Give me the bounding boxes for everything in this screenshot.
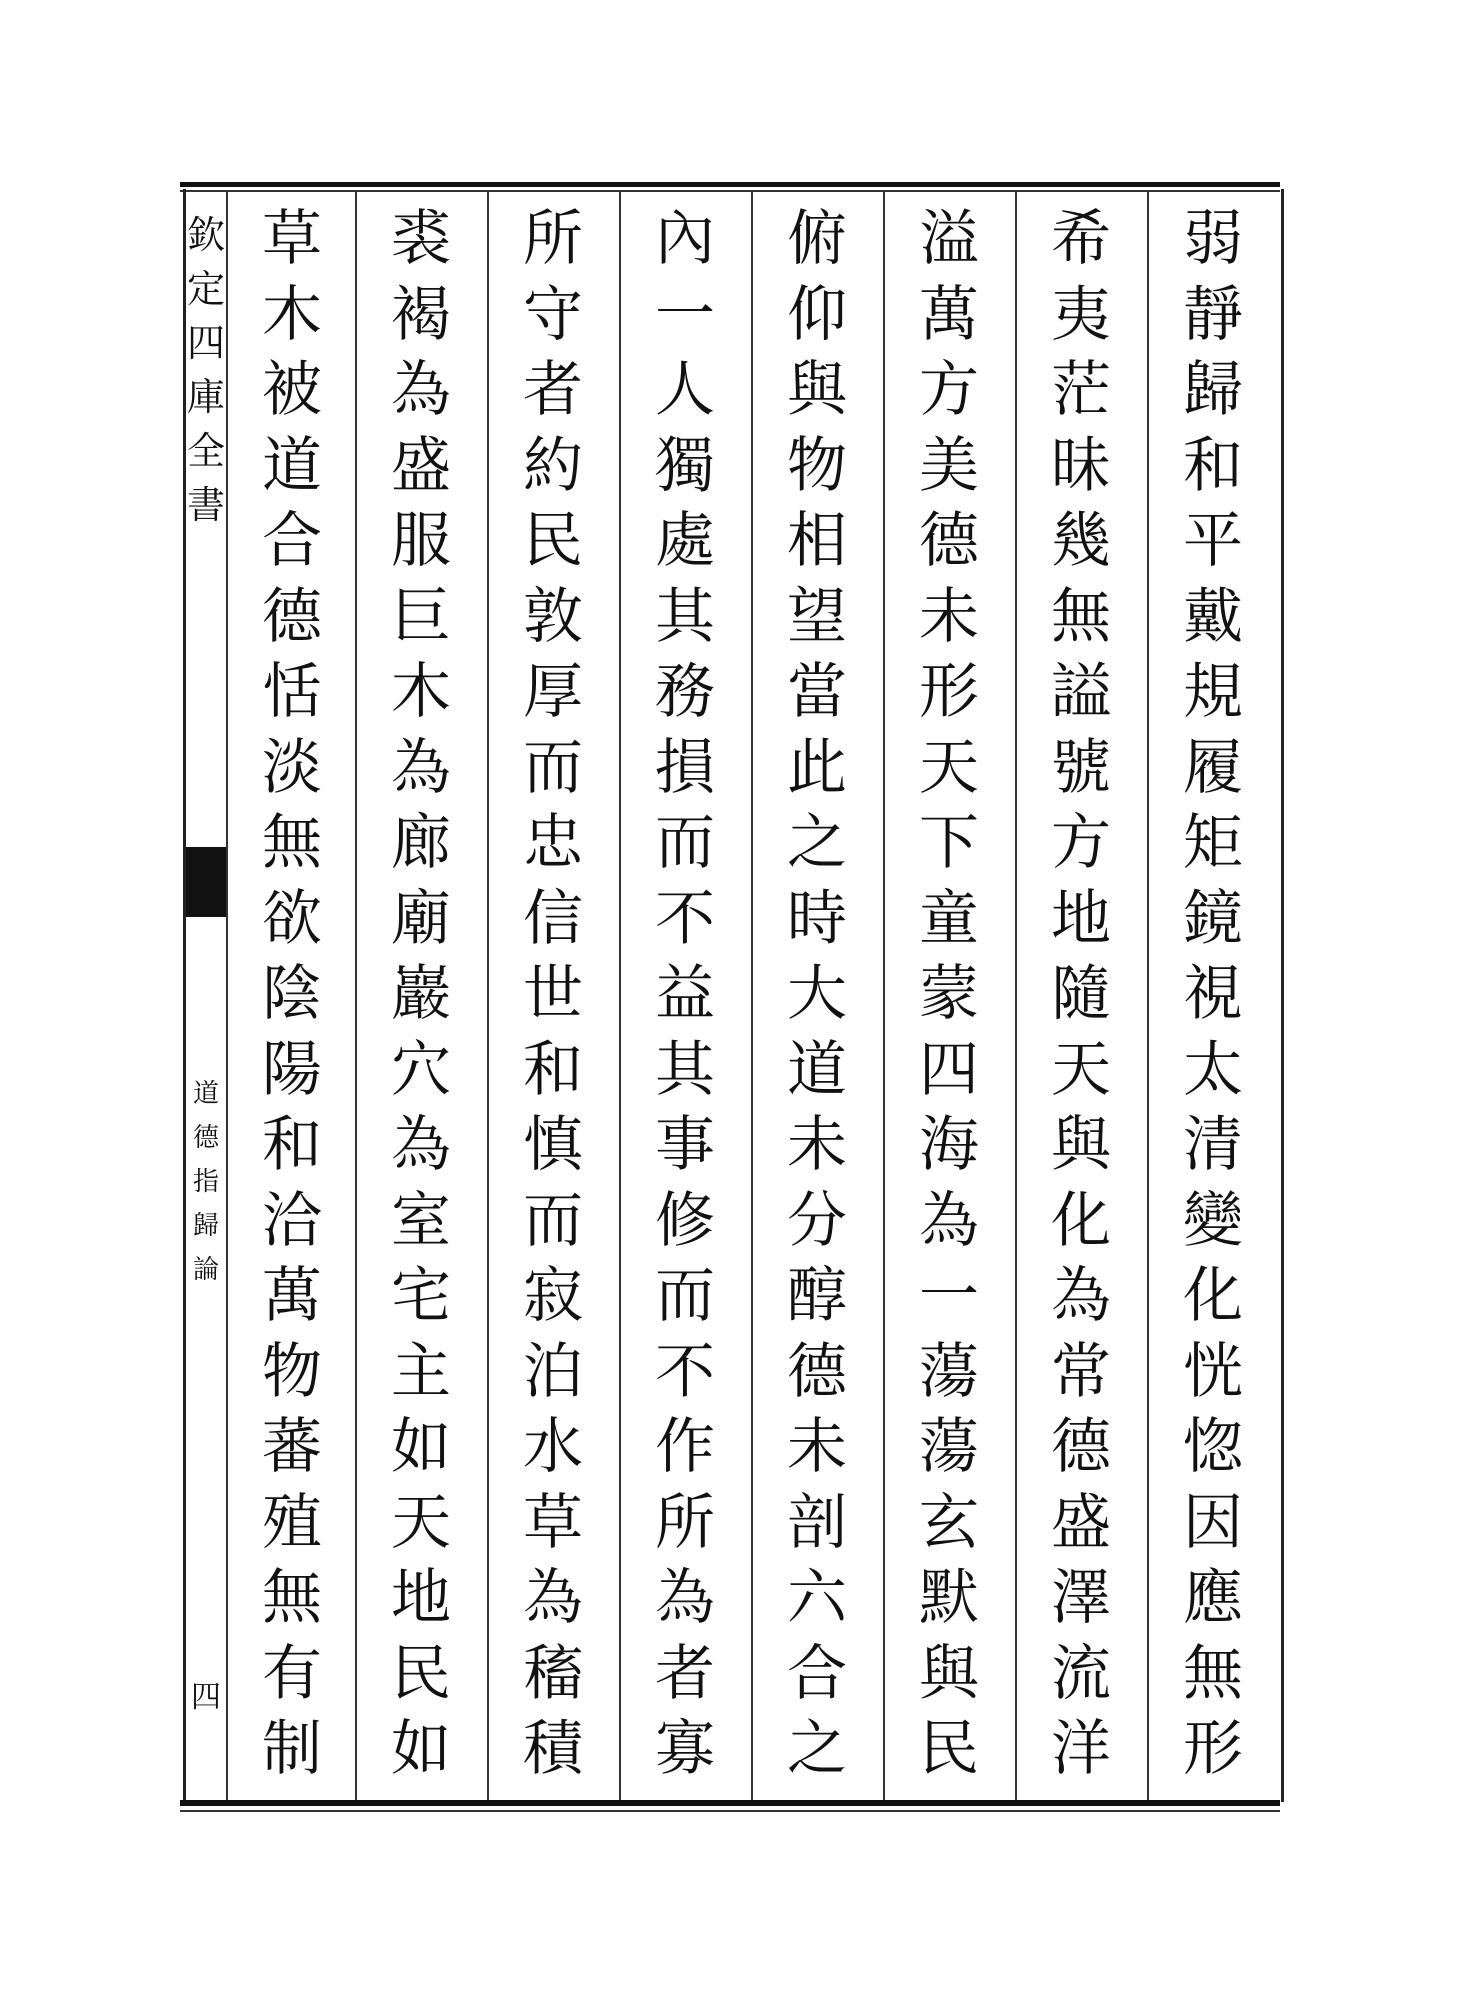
character: 與 (1051, 1110, 1111, 1180)
character: 敦 (523, 581, 583, 652)
character: 而 (523, 1185, 583, 1256)
character: 無 (262, 1563, 322, 1633)
character: 海 (919, 1110, 979, 1180)
character: 弱 (1183, 204, 1243, 274)
character: 制 (262, 1714, 322, 1784)
character: 處 (655, 506, 715, 576)
character: 定 (186, 267, 225, 311)
character: 巨 (391, 581, 451, 652)
page-number: 四 (191, 1680, 221, 1715)
character: 履 (1183, 732, 1243, 803)
text-column-1 (1147, 192, 1277, 1800)
text-column-7 (355, 192, 485, 1800)
text-column-4 (751, 192, 881, 1800)
character: 溢 (919, 204, 979, 274)
collection-title (186, 208, 226, 532)
character: 為 (919, 1185, 979, 1256)
character: 慎 (523, 1110, 583, 1180)
character: 為 (523, 1563, 583, 1633)
character: 相 (787, 506, 847, 576)
character: 益 (655, 959, 715, 1029)
character: 其 (655, 581, 715, 652)
character: 矩 (1183, 808, 1243, 878)
character: 常 (1051, 1336, 1111, 1407)
character: 戴 (1183, 581, 1243, 652)
character: 澤 (1051, 1563, 1111, 1633)
character: 此 (787, 732, 847, 803)
character: 人 (655, 355, 715, 425)
character: 忠 (523, 808, 583, 878)
character: 為 (391, 732, 451, 803)
character: 泊 (523, 1336, 583, 1407)
character: 洋 (1051, 1714, 1111, 1784)
character: 天 (1051, 1034, 1111, 1105)
character: 合 (262, 506, 322, 576)
character: 蒙 (919, 959, 979, 1029)
character: 宅 (391, 1261, 451, 1331)
character: 道 (192, 1079, 219, 1109)
text-column-2 (1015, 192, 1145, 1800)
character: 和 (262, 1110, 322, 1180)
character: 有 (262, 1638, 322, 1709)
character: 褐 (391, 279, 451, 350)
character: 殖 (262, 1487, 322, 1558)
character: 無 (1051, 581, 1111, 652)
character: 俯 (787, 204, 847, 274)
character: 之 (787, 1714, 847, 1784)
character: 天 (391, 1487, 451, 1558)
character: 德 (262, 581, 322, 652)
character: 為 (391, 1110, 451, 1180)
character: 太 (1183, 1034, 1243, 1105)
character: 者 (523, 355, 583, 425)
character: 寡 (655, 1714, 715, 1784)
character: 室 (391, 1185, 451, 1256)
character: 淡 (262, 732, 322, 803)
character: 一 (919, 1261, 979, 1331)
character: 一 (655, 279, 715, 350)
character: 和 (523, 1034, 583, 1105)
character: 平 (1183, 506, 1243, 576)
character: 不 (655, 1336, 715, 1407)
character: 論 (192, 1255, 219, 1285)
character: 民 (391, 1638, 451, 1709)
character: 巖 (391, 959, 451, 1029)
character: 民 (523, 506, 583, 576)
character: 歸 (1183, 355, 1243, 425)
character: 惚 (1183, 1412, 1243, 1482)
character: 草 (262, 204, 322, 274)
character: 隨 (1051, 959, 1111, 1029)
character: 與 (787, 355, 847, 425)
character: 而 (655, 808, 715, 878)
character: 方 (919, 355, 979, 425)
margin-column (186, 192, 228, 1800)
character: 美 (919, 430, 979, 501)
character: 因 (1183, 1487, 1243, 1558)
character: 如 (391, 1412, 451, 1482)
fishtail-block (186, 847, 226, 917)
character: 德 (787, 1336, 847, 1407)
character: 四 (919, 1034, 979, 1105)
character: 全 (186, 429, 225, 473)
character: 六 (787, 1563, 847, 1633)
character: 視 (1183, 959, 1243, 1029)
character: 者 (655, 1638, 715, 1709)
character: 蕩 (919, 1412, 979, 1482)
character: 德 (192, 1123, 219, 1153)
character: 積 (523, 1714, 583, 1784)
text-column-3 (883, 192, 1013, 1800)
character: 醇 (787, 1261, 847, 1331)
character: 望 (787, 581, 847, 652)
character: 道 (787, 1034, 847, 1105)
character: 四 (186, 321, 225, 365)
character: 為 (1051, 1261, 1111, 1331)
character: 被 (262, 355, 322, 425)
character: 洽 (262, 1185, 322, 1256)
character: 欲 (262, 883, 322, 954)
character: 下 (919, 808, 979, 878)
character: 地 (391, 1563, 451, 1633)
character: 內 (655, 204, 715, 274)
character: 道 (262, 430, 322, 501)
character: 指 (192, 1167, 219, 1197)
character: 為 (655, 1563, 715, 1633)
character: 約 (523, 430, 583, 501)
character: 未 (787, 1412, 847, 1482)
character: 德 (919, 506, 979, 576)
character: 不 (655, 883, 715, 954)
character: 守 (523, 279, 583, 350)
character: 天 (919, 732, 979, 803)
text-column-6 (487, 192, 617, 1800)
character: 穴 (391, 1034, 451, 1105)
character: 其 (655, 1034, 715, 1105)
character: 蕃 (262, 1412, 322, 1482)
character: 蕩 (919, 1336, 979, 1407)
character: 方 (1051, 808, 1111, 878)
character: 木 (262, 279, 322, 350)
character: 夷 (1051, 279, 1111, 350)
character: 規 (1183, 657, 1243, 727)
character: 之 (787, 808, 847, 878)
character: 仰 (787, 279, 847, 350)
character: 寂 (523, 1261, 583, 1331)
character: 化 (1051, 1185, 1111, 1256)
character: 形 (1183, 1714, 1243, 1784)
character: 萬 (919, 279, 979, 350)
book-title (186, 1072, 226, 1292)
character: 化 (1183, 1261, 1243, 1331)
character: 默 (919, 1563, 979, 1633)
character: 如 (391, 1714, 451, 1784)
character: 玄 (919, 1487, 979, 1558)
character: 世 (523, 959, 583, 1029)
character: 物 (787, 430, 847, 501)
character: 所 (523, 204, 583, 274)
character: 廊 (391, 808, 451, 878)
character: 大 (787, 959, 847, 1029)
character: 書 (186, 483, 225, 527)
character: 盛 (391, 430, 451, 501)
bottom-border-thin-rule (180, 1810, 1280, 1812)
character: 水 (523, 1412, 583, 1482)
character: 與 (919, 1638, 979, 1709)
character: 恍 (1183, 1336, 1243, 1407)
character: 幾 (1051, 506, 1111, 576)
character: 而 (523, 732, 583, 803)
character: 應 (1183, 1563, 1243, 1633)
character: 德 (1051, 1412, 1111, 1482)
top-border-rule (180, 182, 1280, 187)
character: 萬 (262, 1261, 322, 1331)
character: 謚 (1051, 657, 1111, 727)
character: 茫 (1051, 355, 1111, 425)
character: 而 (655, 1261, 715, 1331)
character: 盛 (1051, 1487, 1111, 1558)
character: 欽 (186, 213, 225, 257)
character: 童 (919, 883, 979, 954)
character: 變 (1183, 1185, 1243, 1256)
character: 主 (391, 1336, 451, 1407)
character: 廟 (391, 883, 451, 954)
character: 和 (1183, 430, 1243, 501)
character: 民 (919, 1714, 979, 1784)
character: 服 (391, 506, 451, 576)
character: 剖 (787, 1487, 847, 1558)
bottom-border-rule (180, 1800, 1280, 1806)
character: 分 (787, 1185, 847, 1256)
character: 號 (1051, 732, 1111, 803)
character: 木 (391, 657, 451, 727)
character: 陽 (262, 1034, 322, 1105)
character: 歸 (192, 1211, 219, 1241)
character: 當 (787, 657, 847, 727)
character: 形 (919, 657, 979, 727)
text-column-5 (619, 192, 749, 1800)
character: 時 (787, 883, 847, 954)
character: 裘 (391, 204, 451, 274)
character: 昧 (1051, 430, 1111, 501)
character: 無 (262, 808, 322, 878)
character: 厚 (523, 657, 583, 727)
character: 恬 (262, 657, 322, 727)
character: 獨 (655, 430, 715, 501)
character: 陰 (262, 959, 322, 1029)
character: 未 (787, 1110, 847, 1180)
character: 地 (1051, 883, 1111, 954)
character: 清 (1183, 1110, 1243, 1180)
character: 所 (655, 1487, 715, 1558)
character: 務 (655, 657, 715, 727)
character: 修 (655, 1185, 715, 1256)
character: 稸 (523, 1638, 583, 1709)
character: 損 (655, 732, 715, 803)
character: 事 (655, 1110, 715, 1180)
text-column-8 (226, 192, 356, 1800)
character: 希 (1051, 204, 1111, 274)
character: 合 (787, 1638, 847, 1709)
character: 為 (391, 355, 451, 425)
character: 信 (523, 883, 583, 954)
character: 物 (262, 1336, 322, 1407)
character: 流 (1051, 1638, 1111, 1709)
character: 草 (523, 1487, 583, 1558)
character: 鏡 (1183, 883, 1243, 954)
character: 庫 (186, 375, 225, 419)
character: 無 (1183, 1638, 1243, 1709)
character: 未 (919, 581, 979, 652)
character: 作 (655, 1412, 715, 1482)
character: 靜 (1183, 279, 1243, 350)
